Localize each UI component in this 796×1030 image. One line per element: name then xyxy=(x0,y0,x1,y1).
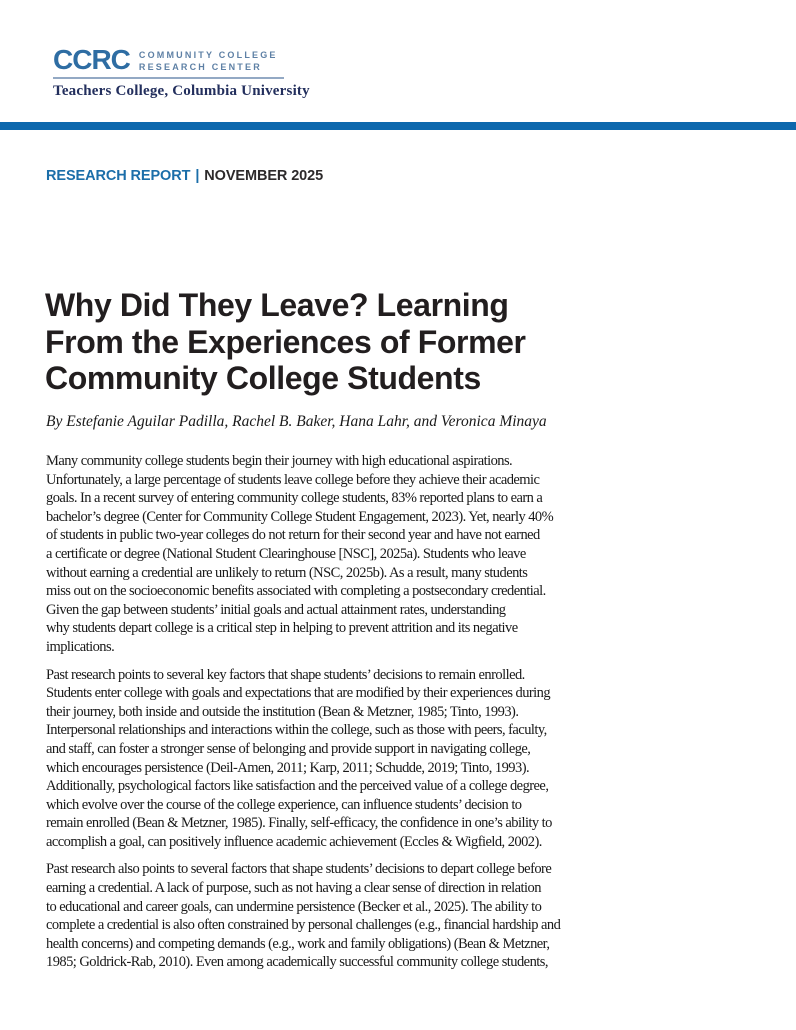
text-line: bachelor’s degree (Center for Community College Student Engagement, 2023). Yet, nearly 40% xyxy=(46,508,554,525)
text-line: which evolve over the course of the college experience, can influence students’ decision to xyxy=(46,796,522,813)
text-line: a certificate or degree (National Student Clearinghouse [NSC], 2025a). Students who leave xyxy=(46,545,526,562)
text-line: earning a credential. A lack of purpose, such as not having a clear sense of direction in relation xyxy=(46,880,541,897)
text-line: remain enrolled (Bean & Metzner, 1985). Finally, self-efficacy, the confidence in one’s ability to xyxy=(46,815,552,832)
logo-top-row xyxy=(53,46,310,74)
text-line: Students enter college with goals and expectations that are modified by their experiences during xyxy=(46,685,551,702)
text-line: goals. In a recent survey of entering community college students, 83% reported plans to earn a xyxy=(46,490,543,507)
institution-name: Teachers College, Columbia University xyxy=(53,83,310,99)
report-byline: By Estefanie Aguilar Padilla, Rachel B. Baker, Hana Lahr, and Veronica Minaya xyxy=(46,413,547,430)
text-line: Additionally, psychological factors like satisfaction and the perceived value of a college degree, xyxy=(46,778,549,795)
org-name xyxy=(139,49,278,73)
org-name-line1: COMMUNITY COLLEGE xyxy=(138,50,278,60)
report-title xyxy=(45,287,526,397)
text-line: 1985; Goldrick-Rab, 2010). Even among academically successful community college students, xyxy=(46,954,548,971)
ccrc-wordmark: CCRC xyxy=(53,44,130,75)
text-line: of students in public two-year colleges do not return for their second year and have not earned xyxy=(46,527,540,544)
text-line: Unfortunately, a large percentage of students leave college before they achieve their academic xyxy=(46,471,540,488)
text-line: Many community college students begin their journey with high educational aspirations. xyxy=(46,453,513,469)
text-line: why students depart college is a critical step in helping to prevent attrition and its negative xyxy=(46,620,518,637)
text-line: their journey, both inside and outside the institution (Bean & Metzner, 1985; Tinto, 1993). xyxy=(46,703,519,720)
text-line: Past research also points to several factors that shape students’ decisions to depart college before xyxy=(46,861,552,878)
report-date: NOVEMBER 2025 xyxy=(204,168,324,184)
text-line: Given the gap between students’ initial goals and actual attainment rates, understanding xyxy=(46,601,506,618)
text-line: to educational and career goals, can undermine persistence (Becker et al., 2025). The ability to xyxy=(46,898,542,915)
text-line: From the Experiences of Former xyxy=(45,323,526,360)
text-line: health concerns) and competing demands (e.g., work and family obligations) (Bean & Metzner, xyxy=(46,935,550,952)
logo-divider-rule xyxy=(53,77,284,79)
report-body xyxy=(46,452,631,981)
text-line: Past research points to several key factors that shape students’ decisions to remain enrolled. xyxy=(46,666,525,683)
report-type-label: RESEARCH REPORT xyxy=(46,168,191,184)
ccrc-logo xyxy=(53,46,310,100)
text-line: complete a credential is also often constrained by personal challenges (e.g., financial hardship and xyxy=(46,917,561,934)
text-line: implications. xyxy=(46,638,115,655)
text-line: Why Did They Leave? Learning xyxy=(45,287,509,323)
text-line: without earning a credential are unlikely to return (NSC, 2025b). As a result, many students xyxy=(46,564,528,581)
header-divider-bar xyxy=(0,122,796,130)
paragraph-1 xyxy=(46,452,631,657)
report-meta-line xyxy=(46,168,323,184)
text-line: miss out on the socioeconomic benefits associated with completing a postsecondary credential. xyxy=(46,583,546,600)
paragraph-3 xyxy=(46,860,631,972)
paragraph-2 xyxy=(46,666,631,852)
text-line: Interpersonal relationships and interactions within the college, such as those with peers, faculty, xyxy=(46,722,547,739)
org-name-line2: RESEARCH CENTER xyxy=(138,62,262,72)
meta-separator: | xyxy=(195,168,200,184)
text-line: accomplish a goal, can positively influence academic achievement (Eccles & Wigfield, 2002). xyxy=(46,833,542,850)
text-line: and staff, can foster a stronger sense of belonging and provide support in navigating college, xyxy=(46,740,531,757)
text-line: Community College Students xyxy=(45,360,481,396)
text-line: which encourages persistence (Deil-Amen, 2011; Karp, 2011; Schudde, 2019; Tinto, 1993). xyxy=(46,759,530,776)
